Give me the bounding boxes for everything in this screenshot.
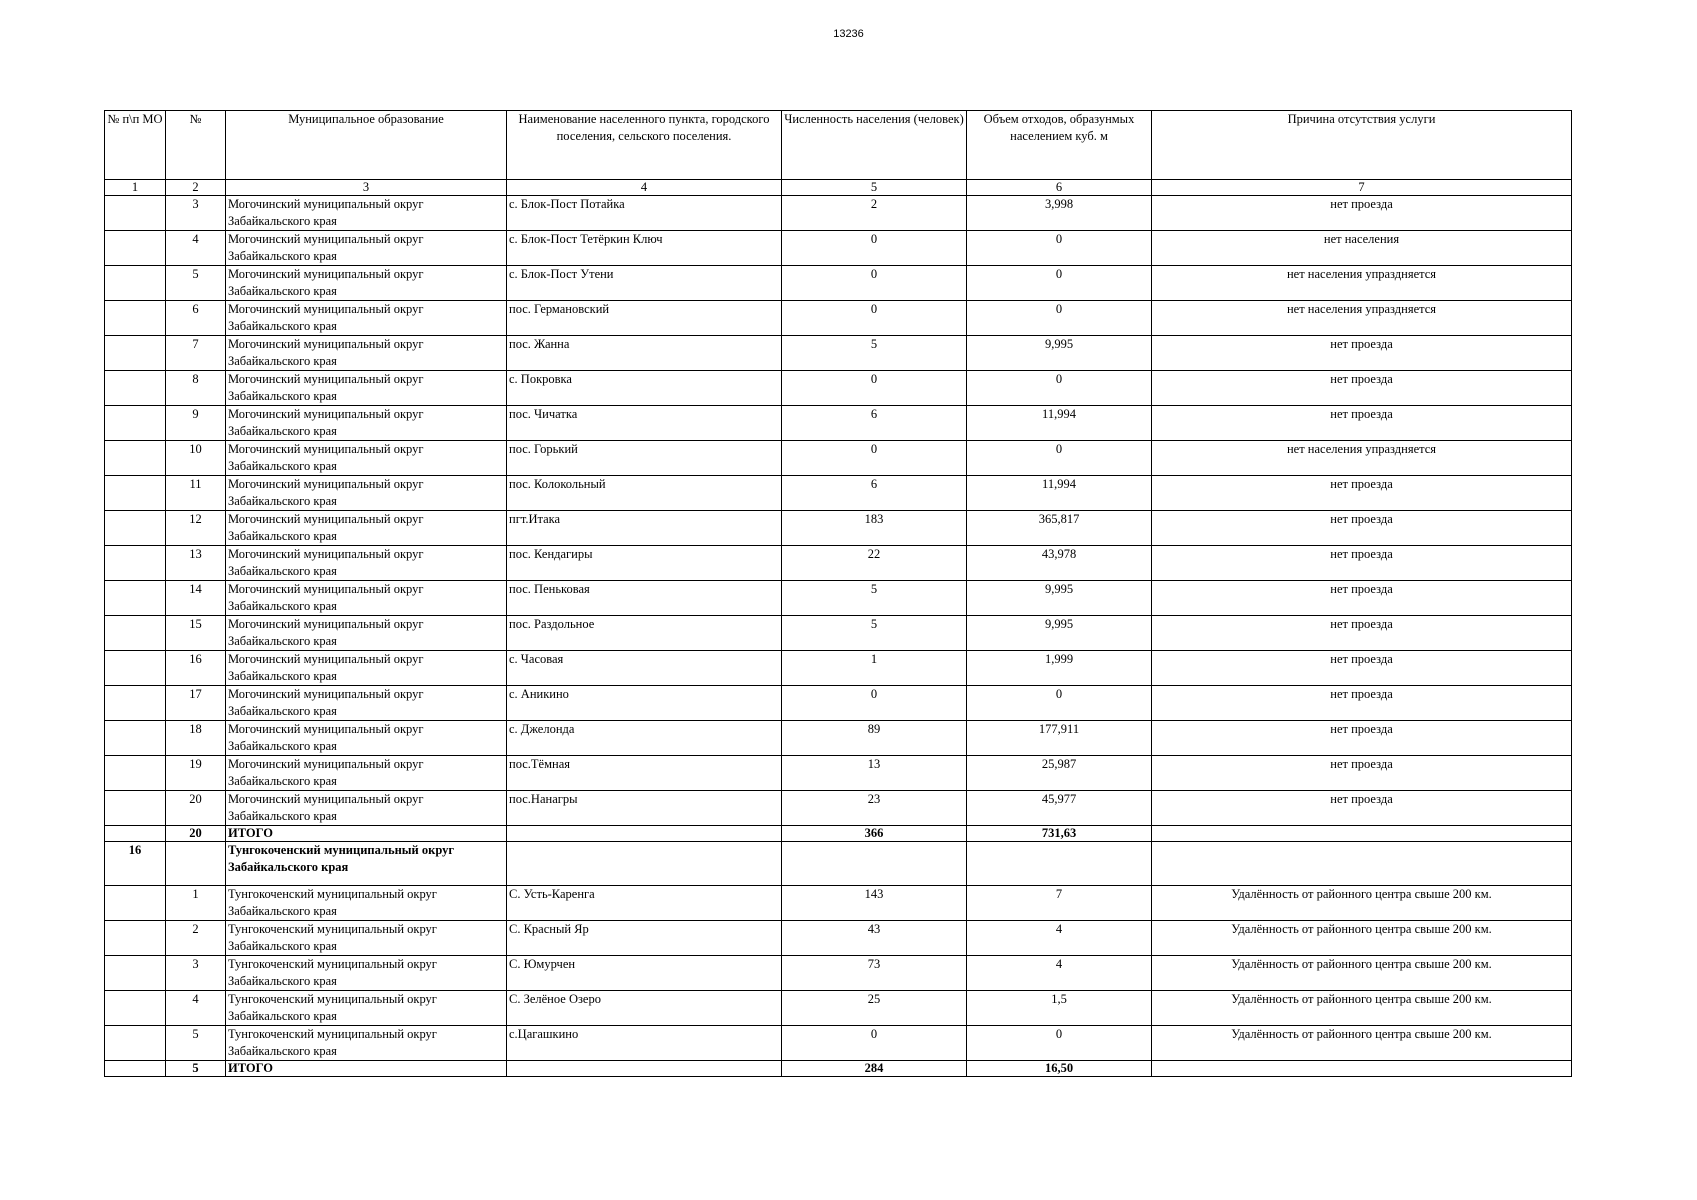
table-row	[105, 651, 1572, 686]
reason-cell	[1152, 842, 1572, 886]
reason-cell: Удалённость от районного центра свыше 200 км.	[1152, 921, 1572, 956]
mo-number-cell	[105, 686, 166, 721]
waste-volume-cell: 0	[967, 371, 1152, 406]
reason-cell: Удалённость от районного центра свыше 200 км.	[1152, 1026, 1572, 1061]
settlement-cell: пос. Горький	[507, 441, 782, 476]
mo-number-cell	[105, 651, 166, 686]
population-cell: 89	[782, 721, 967, 756]
mo-number-cell	[105, 476, 166, 511]
mo-number-cell	[105, 581, 166, 616]
waste-volume-cell: 7	[967, 886, 1152, 921]
group-municipality-name: Тунгокоченский муниципальный округ Забайкальского края	[226, 842, 507, 886]
header-municipality: Муниципальное образование	[226, 111, 507, 180]
population-cell: 13	[782, 756, 967, 791]
waste-volume-cell: 0	[967, 301, 1152, 336]
table-row	[105, 581, 1572, 616]
settlement-cell: пос. Раздольное	[507, 616, 782, 651]
row-number-cell: 18	[166, 721, 226, 756]
waste-volume-cell: 0	[967, 231, 1152, 266]
table-row	[105, 886, 1572, 921]
header-number: №	[166, 111, 226, 180]
row-number-cell: 5	[166, 1026, 226, 1061]
table-row	[105, 231, 1572, 266]
column-number: 2	[166, 180, 226, 196]
group-mo-number: 16	[105, 842, 166, 886]
row-number-cell: 10	[166, 441, 226, 476]
total-row	[105, 1061, 1572, 1077]
reason-cell: нет проезда	[1152, 406, 1572, 441]
municipality-cell: Могочинский муниципальный округ Забайкальского края	[226, 371, 507, 406]
reason-cell: нет проезда	[1152, 371, 1572, 406]
mo-number-cell	[105, 886, 166, 921]
population-cell: 183	[782, 511, 967, 546]
table-row	[105, 266, 1572, 301]
population-cell: 5	[782, 336, 967, 371]
reason-cell: нет проезда	[1152, 721, 1572, 756]
municipality-cell: Могочинский муниципальный округ Забайкальского края	[226, 791, 507, 826]
municipality-cell: Могочинский муниципальный округ Забайкальского края	[226, 231, 507, 266]
row-number-cell: 4	[166, 231, 226, 266]
reason-cell: нет населения упраздняется	[1152, 266, 1572, 301]
table-row	[105, 371, 1572, 406]
table-row	[105, 616, 1572, 651]
municipality-cell: Могочинский муниципальный округ Забайкальского края	[226, 581, 507, 616]
page-number: 13236	[833, 28, 864, 40]
population-cell: 5	[782, 581, 967, 616]
mo-number-cell	[105, 756, 166, 791]
municipality-cell: Могочинский муниципальный округ Забайкальского края	[226, 441, 507, 476]
row-number-cell: 1	[166, 886, 226, 921]
settlement-cell: с. Часовая	[507, 651, 782, 686]
row-number-cell	[166, 842, 226, 886]
reason-cell: нет населения упраздняется	[1152, 441, 1572, 476]
row-number-cell: 3	[166, 196, 226, 231]
population-cell: 1	[782, 651, 967, 686]
municipality-cell: Могочинский муниципальный округ Забайкальского края	[226, 511, 507, 546]
row-number-cell: 20	[166, 791, 226, 826]
row-number-cell: 2	[166, 921, 226, 956]
mo-number-cell	[105, 791, 166, 826]
population-cell: 2	[782, 196, 967, 231]
total-population-cell: 284	[782, 1061, 967, 1077]
column-number: 7	[1152, 180, 1572, 196]
mo-number-cell	[105, 546, 166, 581]
row-number-cell: 13	[166, 546, 226, 581]
header-waste-volume: Объем отходов, образунмых населением куб. м	[967, 111, 1152, 180]
population-cell: 0	[782, 266, 967, 301]
settlement-cell: пос. Колокольный	[507, 476, 782, 511]
reason-cell: нет проезда	[1152, 581, 1572, 616]
settlement-cell: пос.Тёмная	[507, 756, 782, 791]
mo-number-cell	[105, 441, 166, 476]
total-population-cell: 366	[782, 826, 967, 842]
table-row	[105, 511, 1572, 546]
population-cell: 0	[782, 371, 967, 406]
reason-cell: нет проезда	[1152, 336, 1572, 371]
population-cell: 23	[782, 791, 967, 826]
municipality-cell: Могочинский муниципальный округ Забайкальского края	[226, 301, 507, 336]
settlement-cell: с. Покровка	[507, 371, 782, 406]
row-number-cell: 8	[166, 371, 226, 406]
settlement-cell: пос.Нанагры	[507, 791, 782, 826]
municipality-cell: Тунгокоченский муниципальный округ Забайкальского края	[226, 991, 507, 1026]
settlement-cell: С. Юмурчен	[507, 956, 782, 991]
row-number-cell: 11	[166, 476, 226, 511]
municipality-cell: Могочинский муниципальный округ Забайкальского края	[226, 721, 507, 756]
population-cell: 0	[782, 686, 967, 721]
population-cell: 6	[782, 406, 967, 441]
table-row	[105, 406, 1572, 441]
population-cell	[782, 842, 967, 886]
reason-cell	[1152, 826, 1572, 842]
waste-volume-cell: 0	[967, 686, 1152, 721]
header-population: Численность населения (человек)	[782, 111, 967, 180]
row-number-cell: 17	[166, 686, 226, 721]
settlement-cell: с. Блок-Пост Утени	[507, 266, 782, 301]
settlement-cell: пос. Жанна	[507, 336, 782, 371]
waste-volume-cell: 4	[967, 956, 1152, 991]
population-cell: 43	[782, 921, 967, 956]
settlement-cell: с. Блок-Пост Тетёркин Ключ	[507, 231, 782, 266]
reason-cell: нет населения	[1152, 231, 1572, 266]
waste-volume-cell: 0	[967, 1026, 1152, 1061]
waste-volume-cell: 45,977	[967, 791, 1152, 826]
municipality-cell: Могочинский муниципальный округ Забайкальского края	[226, 651, 507, 686]
population-cell: 73	[782, 956, 967, 991]
municipality-cell: Могочинский муниципальный округ Забайкальского края	[226, 406, 507, 441]
mo-number-cell	[105, 616, 166, 651]
header-reason: Причина отсутствия услуги	[1152, 111, 1572, 180]
row-number-cell: 6	[166, 301, 226, 336]
population-cell: 22	[782, 546, 967, 581]
settlement-cell: с. Джелонда	[507, 721, 782, 756]
column-number: 3	[226, 180, 507, 196]
mo-number-cell	[105, 336, 166, 371]
table-row	[105, 301, 1572, 336]
population-cell: 25	[782, 991, 967, 1026]
mo-number-cell	[105, 1061, 166, 1077]
column-number: 1	[105, 180, 166, 196]
settlement-cell: с. Аникино	[507, 686, 782, 721]
column-number: 4	[507, 180, 782, 196]
mo-number-cell	[105, 266, 166, 301]
table-row	[105, 336, 1572, 371]
municipality-cell: Могочинский муниципальный округ Забайкальского края	[226, 756, 507, 791]
settlement-cell: пос. Чичатка	[507, 406, 782, 441]
waste-volume-cell: 1,5	[967, 991, 1152, 1026]
table-row	[105, 1026, 1572, 1061]
table-row	[105, 686, 1572, 721]
table-row	[105, 756, 1572, 791]
mo-number-cell	[105, 921, 166, 956]
column-number: 5	[782, 180, 967, 196]
waste-volume-cell: 4	[967, 921, 1152, 956]
mo-number-cell	[105, 1026, 166, 1061]
reason-cell: нет проезда	[1152, 791, 1572, 826]
total-count-cell: 5	[166, 1061, 226, 1077]
reason-cell: нет проезда	[1152, 476, 1572, 511]
settlement-cell	[507, 842, 782, 886]
header-row	[105, 111, 1572, 180]
waste-volume-cell: 365,817	[967, 511, 1152, 546]
settlement-cell: С. Усть-Каренга	[507, 886, 782, 921]
table-row	[105, 546, 1572, 581]
table-row	[105, 956, 1572, 991]
mo-number-cell	[105, 991, 166, 1026]
waste-volume-cell: 0	[967, 441, 1152, 476]
population-cell: 0	[782, 231, 967, 266]
settlement-cell: С. Красный Яр	[507, 921, 782, 956]
population-cell: 0	[782, 441, 967, 476]
municipality-cell: Могочинский муниципальный округ Забайкальского края	[226, 546, 507, 581]
reason-cell: нет проезда	[1152, 756, 1572, 791]
table-row	[105, 721, 1572, 756]
row-number-cell: 3	[166, 956, 226, 991]
settlement-cell	[507, 1061, 782, 1077]
group-header-row	[105, 842, 1572, 886]
row-number-cell: 9	[166, 406, 226, 441]
row-number-cell: 14	[166, 581, 226, 616]
waste-volume-cell: 3,998	[967, 196, 1152, 231]
column-number: 6	[967, 180, 1152, 196]
reason-cell: нет проезда	[1152, 686, 1572, 721]
row-number-cell: 19	[166, 756, 226, 791]
municipality-cell: Тунгокоченский муниципальный округ Забайкальского края	[226, 886, 507, 921]
settlement-cell: пгт.Итака	[507, 511, 782, 546]
mo-number-cell	[105, 511, 166, 546]
waste-volume-cell: 11,994	[967, 476, 1152, 511]
table-row	[105, 441, 1572, 476]
row-number-cell: 7	[166, 336, 226, 371]
settlement-cell: с.Цагашкино	[507, 1026, 782, 1061]
municipality-cell: Тунгокоченский муниципальный округ Забайкальского края	[226, 1026, 507, 1061]
municipality-cell: Могочинский муниципальный округ Забайкальского края	[226, 336, 507, 371]
table-row	[105, 991, 1572, 1026]
reason-cell: нет проезда	[1152, 651, 1572, 686]
settlement-cell: пос. Пеньковая	[507, 581, 782, 616]
waste-volume-cell: 43,978	[967, 546, 1152, 581]
waste-volume-cell: 9,995	[967, 616, 1152, 651]
municipality-cell: Могочинский муниципальный округ Забайкальского края	[226, 686, 507, 721]
row-number-cell: 4	[166, 991, 226, 1026]
reason-cell: нет проезда	[1152, 511, 1572, 546]
column-numbers-row	[105, 180, 1572, 196]
mo-number-cell	[105, 196, 166, 231]
total-count-cell: 20	[166, 826, 226, 842]
table-row	[105, 921, 1572, 956]
reason-cell: Удалённость от районного центра свыше 200 км.	[1152, 886, 1572, 921]
mo-number-cell	[105, 231, 166, 266]
waste-volume-cell: 25,987	[967, 756, 1152, 791]
mo-number-cell	[105, 721, 166, 756]
reason-cell: Удалённость от районного центра свыше 200 км.	[1152, 991, 1572, 1026]
row-number-cell: 15	[166, 616, 226, 651]
mo-number-cell	[105, 371, 166, 406]
waste-volume-cell: 11,994	[967, 406, 1152, 441]
row-number-cell: 16	[166, 651, 226, 686]
row-number-cell: 12	[166, 511, 226, 546]
settlement-cell: пос. Германовский	[507, 301, 782, 336]
municipality-cell: Тунгокоченский муниципальный округ Забайкальского края	[226, 956, 507, 991]
total-label-cell: ИТОГО	[226, 1061, 507, 1077]
municipality-cell: Тунгокоченский муниципальный округ Забайкальского края	[226, 921, 507, 956]
municipality-cell: Могочинский муниципальный округ Забайкальского края	[226, 476, 507, 511]
waste-volume-cell: 9,995	[967, 581, 1152, 616]
row-number-cell: 5	[166, 266, 226, 301]
settlement-cell: с. Блок-Пост Потайка	[507, 196, 782, 231]
total-waste-volume-cell: 731,63	[967, 826, 1152, 842]
table-row	[105, 791, 1572, 826]
population-cell: 6	[782, 476, 967, 511]
total-label-cell: ИТОГО	[226, 826, 507, 842]
waste-volume-cell: 0	[967, 266, 1152, 301]
total-waste-volume-cell: 16,50	[967, 1061, 1152, 1077]
settlement-cell	[507, 826, 782, 842]
mo-number-cell	[105, 826, 166, 842]
waste-volume-cell: 177,911	[967, 721, 1152, 756]
waste-volume-cell: 1,999	[967, 651, 1152, 686]
mo-number-cell	[105, 406, 166, 441]
reason-cell: нет населения упраздняется	[1152, 301, 1572, 336]
waste-volume-cell	[967, 842, 1152, 886]
reason-cell: нет проезда	[1152, 196, 1572, 231]
reason-cell: нет проезда	[1152, 546, 1572, 581]
waste-table	[104, 110, 1572, 1077]
mo-number-cell	[105, 301, 166, 336]
settlement-cell: пос. Кендагиры	[507, 546, 782, 581]
population-cell: 5	[782, 616, 967, 651]
header-settlement: Наименование населенного пункта, городского поселения, сельского поселения.	[507, 111, 782, 180]
mo-number-cell	[105, 956, 166, 991]
reason-cell	[1152, 1061, 1572, 1077]
waste-volume-cell: 9,995	[967, 336, 1152, 371]
municipality-cell: Могочинский муниципальный округ Забайкальского края	[226, 196, 507, 231]
settlement-cell: С. Зелёное Озеро	[507, 991, 782, 1026]
population-cell: 143	[782, 886, 967, 921]
header-mo-number: № п\п МО	[105, 111, 166, 180]
municipality-cell: Могочинский муниципальный округ Забайкальского края	[226, 616, 507, 651]
municipality-cell: Могочинский муниципальный округ Забайкальского края	[226, 266, 507, 301]
population-cell: 0	[782, 1026, 967, 1061]
table-row	[105, 476, 1572, 511]
population-cell: 0	[782, 301, 967, 336]
table-row	[105, 196, 1572, 231]
reason-cell: Удалённость от районного центра свыше 200 км.	[1152, 956, 1572, 991]
total-row	[105, 826, 1572, 842]
reason-cell: нет проезда	[1152, 616, 1572, 651]
